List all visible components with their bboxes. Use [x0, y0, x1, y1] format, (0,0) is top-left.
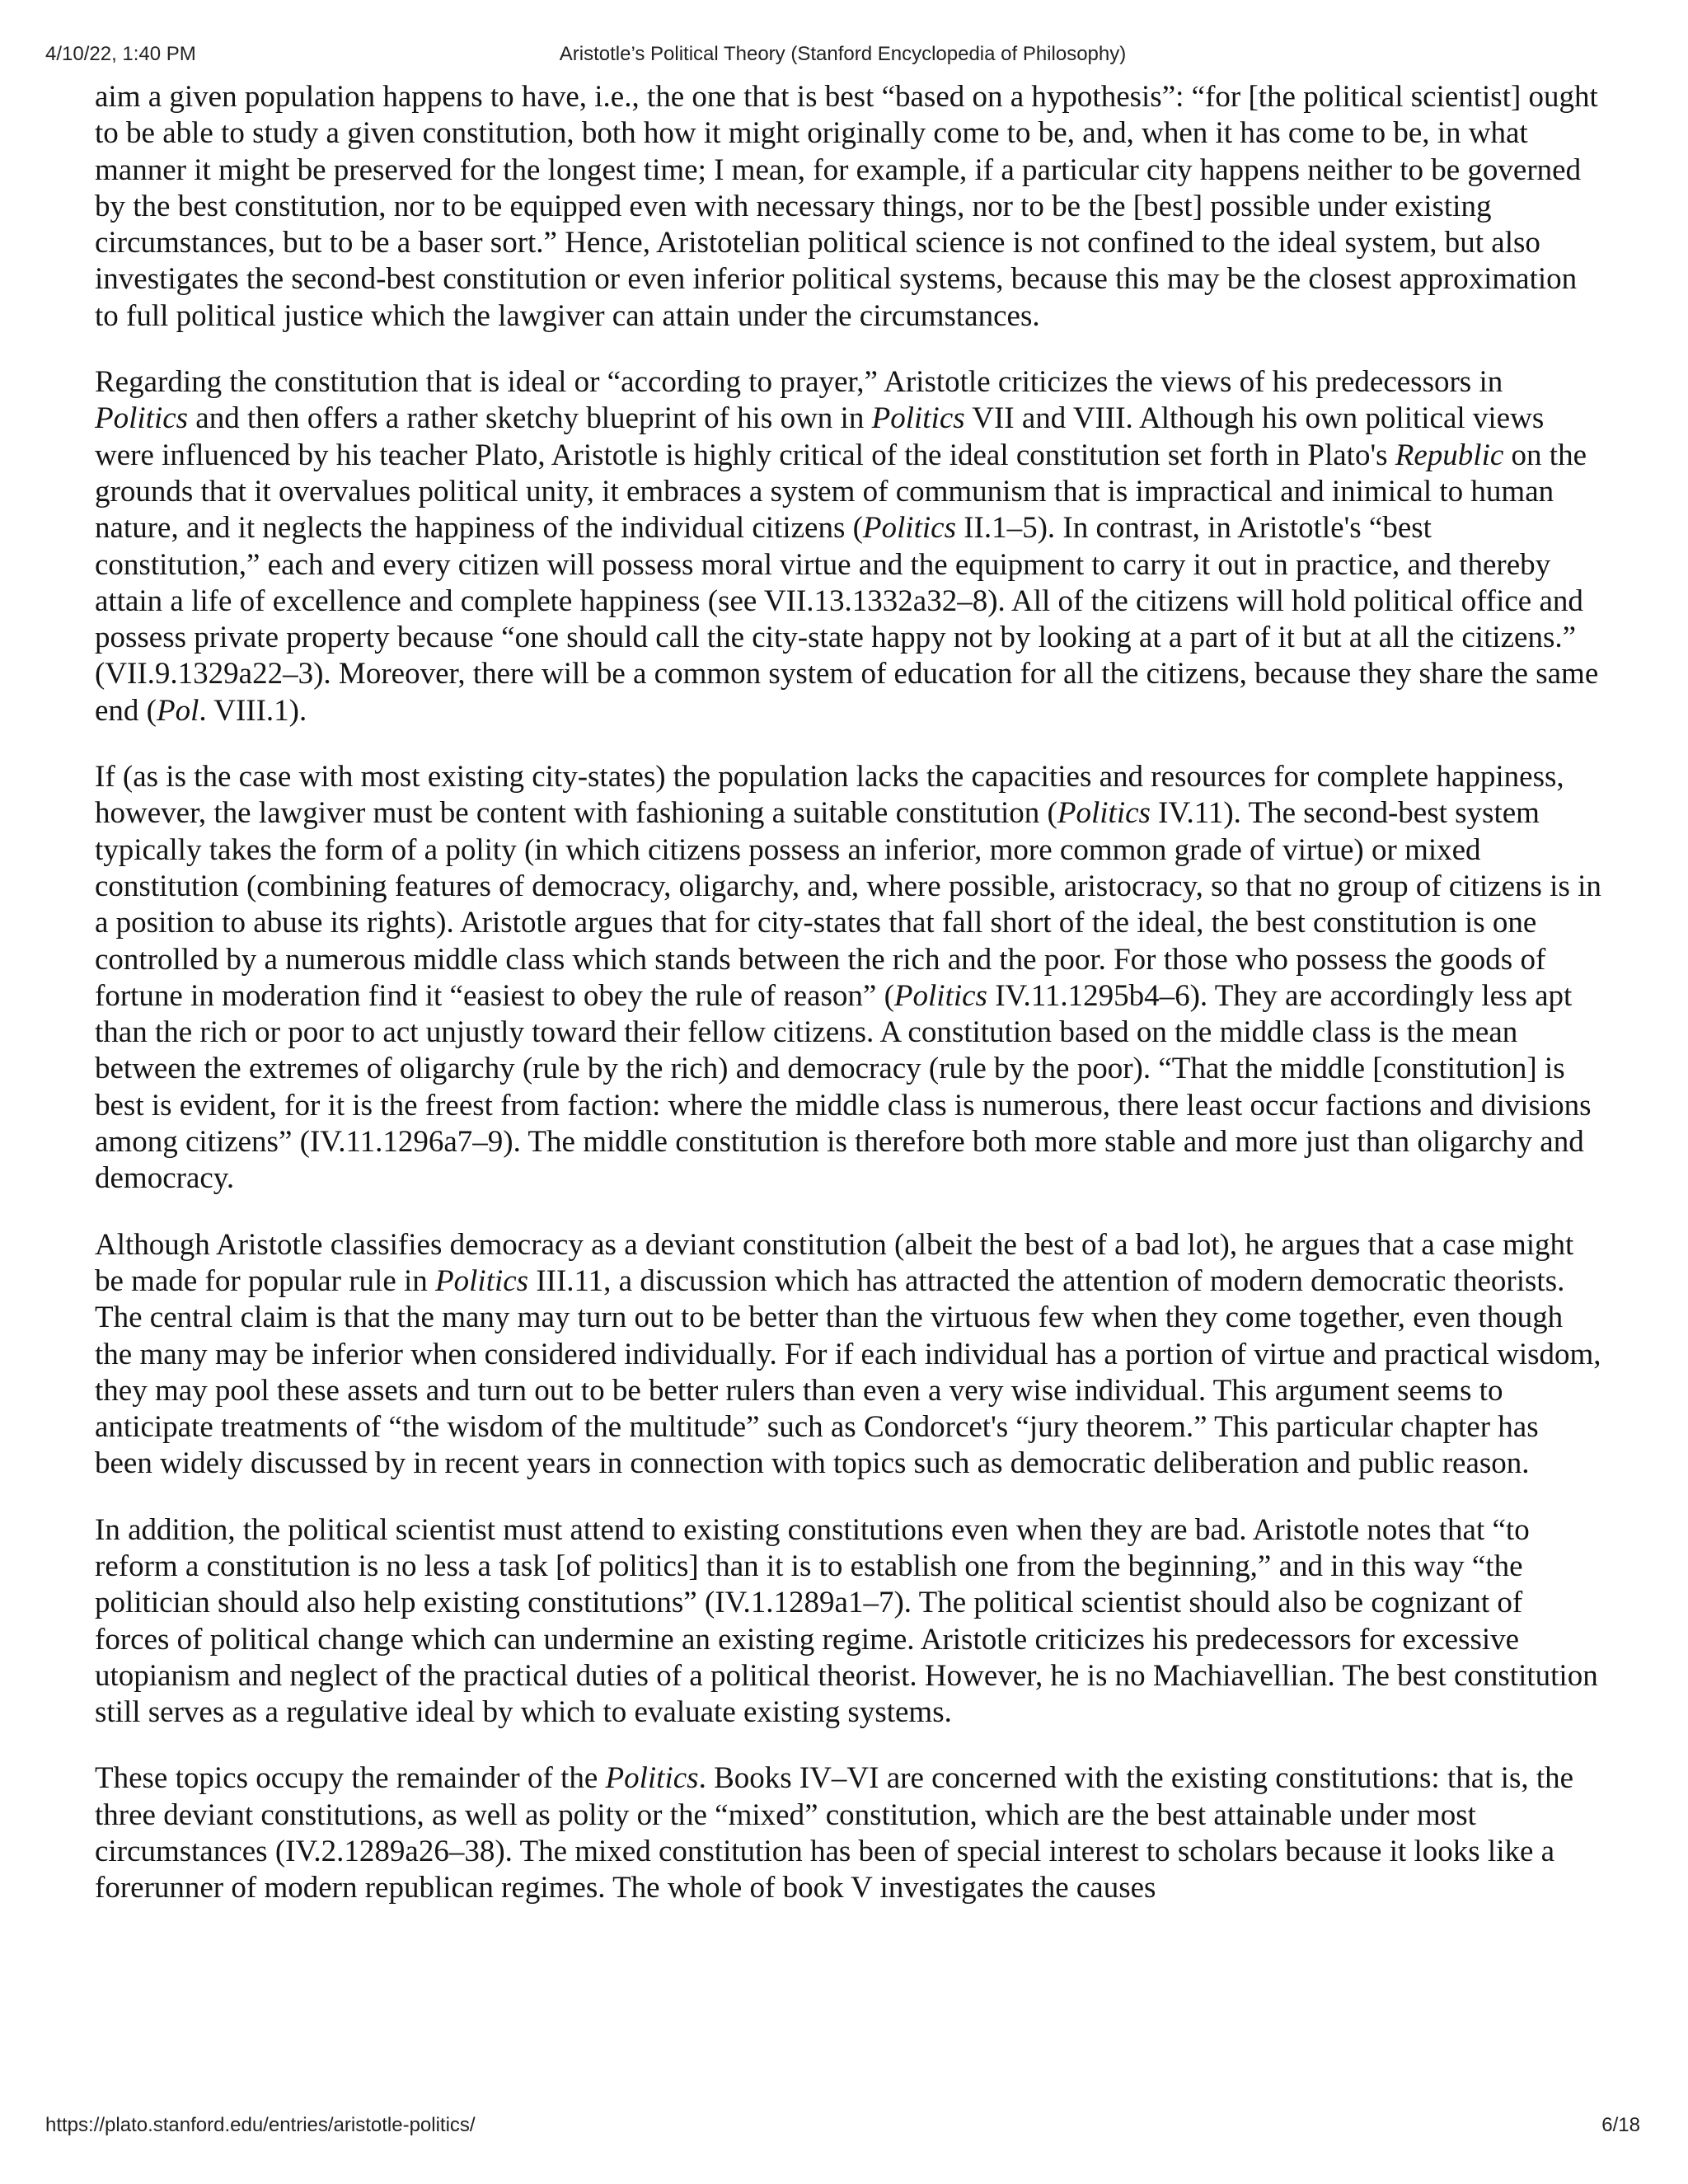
paragraph-text: aim a given population happens to have, i.e., the one that is best “based on a hypothesis”: “for [the political scientist] ought to be able to study a given constitution, both how it might originally come to be, and, when it has come to be, in what manner it might be preserved for the longest time; I mean, for example, if a particular city happens neither to be governed by the best constitution, nor to be equipped even with necessary things, nor to be the [best] possible under existing circumstances, but to be a baser sort.” Hence, Aristotelian political science is not confined to the ideal system, but also investigates the second-best constitution or even inferior political systems, because this may be the closest approximation to full political justice which the lawgiver can attain under the circumstances. — [95, 80, 1598, 333]
paragraph-text: VII and VIII. Although his own political views were influenced by his teacher Plato, Aristotle is highly critical of the ideal constitution set forth in Plato's — [95, 401, 1545, 472]
paragraph-text: II.1–5). In contrast, in Aristotle's “best constitution,” each and every citizen will possess moral virtue and the equipment to carry it out in practice, and thereby attain a life of excellence and complete happiness (see VII.13.1332a32–8). All of the citizens will hold political office and possess private property because “one should call the city-state happy not by looking at a part of it but at all the citizens.” (VII.9.1329a22–3). Moreover, there will be a common system of education for all the citizens, because they share the same end ( — [95, 511, 1599, 728]
paragraph-text: . VIII.1). — [199, 693, 307, 728]
italic-text: Politics — [893, 978, 987, 1013]
italic-text: Politics — [435, 1263, 529, 1298]
paragraph-text: If (as is the case with most existing city-states) the population lacks the capacities and resources for complete happiness, however, the lawgiver must be content with fashioning a suitable constitution ( — [95, 760, 1564, 831]
print-header — [45, 41, 1640, 68]
paragraph-text: . Books IV–VI are concerned with the existing constitutions: that is, the three deviant constitutions, as well as polity or the “mixed” constitution, which are the best attainable under most circumstances (IV.2.1289a26–38). The mixed constitution has been of special interest to scholars because it looks like a forerunner of modern republican regimes. The whole of book V investigates the causes — [95, 1761, 1574, 1905]
article-paragraph — [95, 759, 1603, 1197]
italic-text: Republic — [1395, 438, 1504, 472]
article-paragraph — [95, 1227, 1603, 1483]
italic-text: Politics — [862, 511, 956, 546]
page-number: 6/18 — [1601, 2114, 1640, 2136]
paragraph-text: IV.11.1295b4–6). They are accordingly less apt than the rich or poor to act unjustly toward their fellow citizens. A constitution based on the middle class is the mean between the extremes of oligarchy (rule by the rich) and democracy (rule by the poor). “That the middle [constitution] is best is evident, for it is the freest from faction: where the middle class is numerous, there least occur factions and divisions among citizens” (IV.11.1296a7–9). The middle constitution is therefore both more stable and more just than oligarchy and democracy. — [95, 978, 1592, 1196]
print-url: https://plato.stanford.edu/entries/aristotle-politics/ — [45, 2114, 476, 2136]
article-paragraph — [95, 1512, 1603, 1732]
italic-text: Politics — [871, 401, 965, 436]
print-page-title: Aristotle’s Political Theory (Stanford Encyclopedia of Philosophy) — [559, 43, 1127, 65]
article-paragraph — [95, 364, 1603, 729]
print-footer — [45, 2112, 1640, 2139]
paragraph-text: III.11, a discussion which has attracted the attention of modern democratic theorists. The central claim is that the many may turn out to be better than the virtuous few when they come together, even though the many may be inferior when considered individually. For if each individual has a portion of virtue and practical wisdom, they may pool these assets and turn out to be better rulers than even a very wise individual. This argument seems to anticipate treatments of “the wisdom of the multitude” such as Condorcet's “jury theorem.” This particular chapter has been widely discussed by in recent years in connection with topics such as democratic deliberation and public reason. — [95, 1263, 1601, 1481]
paragraph-text: Regarding the constitution that is ideal or “according to prayer,” Aristotle criticizes the views of his predecessors in — [95, 365, 1503, 400]
page-current: 6 — [1601, 2114, 1613, 2136]
paragraph-text: IV.11). The second-best system typically takes the form of a polity (in which citizens possess an inferior, more common grade of virtue) or mixed constitution (combining features of democracy, oligarchy, and, where possible, aristocracy, so that no group of citizens is in a position to abuse its rights). Aristotle argues that for city-states that fall short of the ideal, the best constitution is one controlled by a numerous middle class which stands between the rich and the poor. For those who possess the goods of fortune in moderation find it “easiest to obey the rule of reason” ( — [95, 796, 1601, 1013]
paragraph-text: In addition, the political scientist must attend to existing constitutions even when they are bad. Aristotle notes that “to reform a constitution is no less a task [of politics] than it is to establish one from the beginning,” and in this way “the politician should also help existing constitutions” (IV.1.1289a1–7). The political scientist should also be cognizant of forces of political change which can undermine an existing regime. Aristotle criticizes his predecessors for excessive utopianism and neglect of the practical duties of a political theorist. However, he is no Machiavellian. The best constitution still serves as a regulative ideal by which to evaluate existing systems. — [95, 1512, 1598, 1730]
article-body — [95, 79, 1603, 1937]
italic-text: Politics — [95, 401, 189, 436]
italic-text: Politics — [1057, 796, 1151, 831]
page-total: 18 — [1618, 2114, 1640, 2136]
italic-text: Pol — [157, 693, 199, 728]
paragraph-text: These topics occupy the remainder of the — [95, 1761, 606, 1796]
italic-text: Politics — [605, 1761, 699, 1796]
paragraph-text: Although Aristotle classifies democracy as a deviant constitution (albeit the best of a bad lot), he argues that a case might be made for popular rule in — [95, 1227, 1574, 1298]
paragraph-text: on the grounds that it overvalues political unity, it embraces a system of communism that is impractical and inimical to human nature, and it neglects the happiness of the individual citizens ( — [95, 438, 1587, 546]
article-paragraph — [95, 79, 1603, 335]
print-datetime: 4/10/22, 1:40 PM — [45, 43, 196, 65]
article-paragraph — [95, 1760, 1603, 1906]
paragraph-text: and then offers a rather sketchy blueprint of his own in — [188, 401, 872, 436]
